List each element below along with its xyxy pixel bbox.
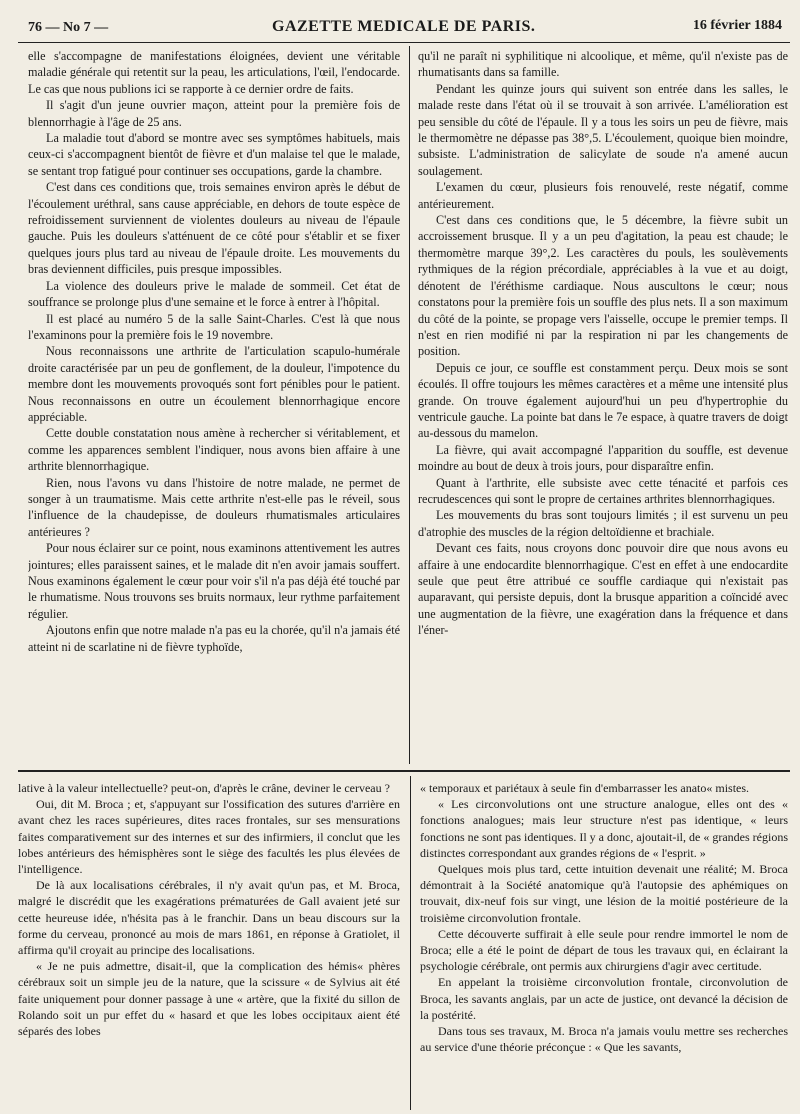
paragraph: Les mouvements du bras sont toujours limités ; il est survenu un peu d'atrophie des muscles de la région deltoïdienne et brachiale. [418, 508, 788, 539]
feuilleton-column-right [420, 780, 788, 1110]
paragraph: Nous reconnaissons une arthrite de l'articulation scapulo-humérale droite caractérisée par un peu de gonflement, de la douleur, l'impotence du membre dont les mouvements provoqués sont fort pénibles pour le patient. Nous reconnaissons en outre un écoulement blennorrhagique encore appréciable. [28, 344, 400, 424]
paragraph: Il s'agit d'un jeune ouvrier maçon, atteint pour la première fois de blennorrhagie à l'âge de 25 ans. [28, 98, 400, 129]
paragraph: Dans tous ses travaux, M. Broca n'a jamais voulu mettre ses recherches au service d'une théorie préconçue : « Que les savants, [420, 1024, 788, 1055]
page-header [0, 0, 800, 44]
paragraph: elle s'accompagne de manifestations éloignées, devient une véritable maladie générale qui retentit sur la peau, les articulations, l'œil, l'endocarde. Le cas que nous publions ici se rapporte à ce dernier ordre de faits. [28, 49, 400, 96]
paragraph: C'est dans ces conditions que, le 5 décembre, la fièvre subit un accroissement brusque. Il y a un peu d'agitation, la peau est chaude; le thermomètre marque 39°,2. Les caractères du pouls, les soulèvements rythmiques de la région précordiale, appréciables à la vue et au doigt, dénotent de l'éréthisme cardiaque. Nous auscultons le cœur; nous constatons pour la première fois un souffle des plus nets. Il a son maximum du côté de la pointe, se propage vers l'aisselle, occupe le premier temps. Il n'est en rien modifié ni par la respiration ni par les changements de position. [418, 213, 788, 359]
paragraph: lative à la valeur intellectuelle? peut-on, d'après le crâne, deviner le cerveau ? [18, 781, 390, 795]
paragraph: qu'il ne paraît ni syphilitique ni alcoolique, et même, qu'il n'existe pas de rhumatisants dans sa famille. [418, 49, 788, 80]
paragraph: En appelant la troisième circonvolution frontale, circonvolution de Broca, les savants anglais, par un acte de justice, ont devancé la décision de la postérité. [420, 975, 788, 1022]
paragraph: « temporaux et pariétaux à seule fin d'embarrasser les anato« mistes. [420, 781, 750, 795]
paragraph: De là aux localisations cérébrales, il n'y avait qu'un pas, et M. Broca, malgré le discrédit que les exagérations prématurées de Gall avaient jeté sur cette heureuse idée, n'hésita pas à le franchir. Dans un beau discours sur la forme du cerveau, prononcé au mois de mars 1861, en réponse à Gratiolet, il affirma qu'il croyait au principe des localisations. [18, 878, 400, 958]
paragraph: Rien, nous l'avons vu dans l'histoire de notre malade, ne permet de songer à un traumatisme. Mais cette arthrite n'est-elle pas le réveil, sous l'influence de la chaudepisse, de douleurs rhumatismales articulaires antérieures ? [28, 475, 400, 539]
paragraph: Cette double constatation nous amène à rechercher si véritablement, et comme les apparences semblent l'indiquer, nous avons bien affaire à une arthrite blennorrhagique. [28, 426, 400, 474]
paragraph: La maladie tout d'abord se montre avec ses symptômes habituels, mais ceux-ci s'accompagnent bientôt de fièvre et d'un malaise tel que le malade, se sentant trop fatigué pour continuer ses occupations, garde la chambre. [28, 131, 400, 178]
paragraph: La violence des douleurs prive le malade de sommeil. Cet état de souffrance se prolonge plus d'une semaine et le force à entrer à l'hôpital. [28, 278, 400, 310]
paragraph: Depuis ce jour, ce souffle est constamment perçu. Deux mois se sont écoulés. Il offre toujours les mêmes caractères et a même une intensité plus grande. On trouve également aujourd'hui un peu d'hypertrophie du ventricule gauche. La pointe bat dans le 7e espace, à quatre travers de doigt au-dessous du mamelon. [418, 360, 788, 441]
feuilleton-column-left [18, 780, 400, 1110]
paragraph: Pendant les quinze jours qui suivent son entrée dans les salles, le malade reste dans l'état où il se trouvait à son arrivée. L'amélioration est peu sensible du côté de l'épaule. Il y a tous les soirs un peu de fièvre, mais le thermomètre ne dépasse pas 38°,5. L'écoulement, quoique bien moindre, subsiste. L'administration de salicylate de soude n'a amené aucun soulagement. [418, 81, 788, 178]
paragraph: Cette découverte suffirait à elle seule pour rendre immortel le nom de Broca; elle a été le point de départ de tous les travaux qui, en éclairant la psychologie cérébrale, ont permis aux chirurgiens d'agir avec certitude. [420, 926, 788, 974]
journal-title: GAZETTE MEDICALE DE PARIS. [272, 18, 536, 35]
paragraph: L'examen du cœur, plusieurs fois renouvelé, reste négatif, comme antérieurement. [418, 180, 788, 211]
section-rule [18, 770, 790, 772]
paragraph: Oui, dit M. Broca ; et, s'appuyant sur l'ossification des sutures d'arrière en avant chez les races supérieures, dites races frontales, sur ses mensurations faites comparativement sur des internes et sur des infirmiers, il conclut que les lobes antérieurs des hémisphères sont le siège des facultés les plus élevées de l'intelligence. [18, 797, 400, 877]
paragraph: Ajoutons enfin que notre malade n'a pas eu la chorée, qu'il n'a jamais été atteint ni de scarlatine ni de fièvre typhoïde, [28, 623, 400, 654]
column-rule-top [409, 46, 410, 764]
column-rule-bottom [410, 776, 411, 1110]
paragraph: C'est dans ces conditions que, trois semaines environ après le début de l'écoulement uréthral, sans cause appréciable, en dehors de toute espèce de refroidissement surviennent de violentes douleurs au niveau de l'épaule gauche. Puis les douleurs s'atténuent de ce côté pour s'établir et se fixer quelques jours plus tard au niveau de l'épaule droite. Les mouvements du bras deviennent difficiles, puis presque impossibles. [28, 180, 400, 277]
paragraph: Il est placé au numéro 5 de la salle Saint-Charles. C'est là que nous l'examinons pour la première fois le 19 novembre. [28, 311, 400, 342]
page-number: 76 — No 7 — [28, 20, 109, 35]
issue-date: 16 février 1884 [692, 18, 782, 33]
paragraph: Quelques mois plus tard, cette intuition devenait une réalité; M. Broca démontrait à la Société anatomique qu'à l'autopsie des aphémiques on trouvait, dix-neuf fois sur vingt, une lésion de la moitié postérieure de la troisième circonvolution frontale. [420, 862, 788, 925]
paragraph: « Je ne puis admettre, disait-il, que la complication des hémis« phères cérébraux soit un simple jeu de la nature, que la scissure « de Sylvius ait été faite uniquement pour donner passage à une « artère, que la fixité du sillon de Rolando soit un pur effet du « hasard et que les lobes occipitaux aient été séparés des lobes [18, 959, 400, 1039]
paragraph: Quant à l'arthrite, elle subsiste avec cette ténacité et parfois ces recrudescences qui sont le propre de certaines arthrites blennorrhagiques. [418, 475, 788, 506]
paragraph: La fièvre, qui avait accompagné l'apparition du souffle, est devenue moindre au bout de deux à trois jours, pour disparaître enfin. [418, 442, 788, 474]
article-column-left [28, 48, 400, 764]
paragraph: « Les circonvolutions ont une structure analogue, elles ont des « fonctions analogues; mais leur structure n'est pas identique, « leurs fonctions ne sont pas identiques. Il y a donc, ajoutait-il, de « grandes régions distinctes correspondant aux grandes régions de « l'esprit. » [420, 797, 788, 860]
header-rule [18, 42, 790, 43]
paragraph: Devant ces faits, nous croyons donc pouvoir dire que nous avons eu affaire à une endocardite blennorrhagique. C'est en effet à une endocardite seule que peut être attribué ce souffle cardiaque qui n'existait pas auparavant, qui persiste depuis, dont la brusque apparition a coïncidé avec une augmentation de la fièvre, une exagération dans la fréquence et dans l'éner- [418, 541, 788, 638]
article-column-right [418, 48, 788, 764]
paragraph: Pour nous éclairer sur ce point, nous examinons attentivement les autres jointures; elles paraissent saines, et le malade dit n'en avoir jamais souffert. Nous examinons également le cœur pour voir s'il n'a pas déjà été touché par le rhumatisme. Nous trouvons ses bruits normaux, leur rythme parfaitement régulier. [28, 541, 400, 621]
